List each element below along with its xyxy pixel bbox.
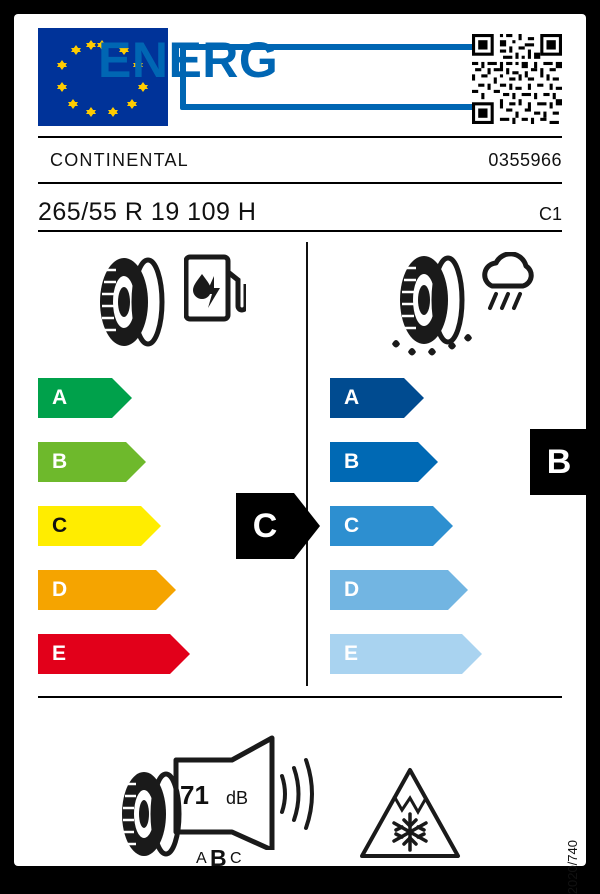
tyre-size: 265/55 R 19 109 H [38,198,257,226]
divider-size [38,230,562,232]
brand-name: CONTINENTAL [50,150,189,170]
wet-class-a [330,378,404,418]
wet-class-a-label: A [344,386,360,409]
fuel-class-a [38,378,112,418]
column-divider [306,242,308,686]
fuel-pump-icon [184,254,246,322]
wet-class-b-label: B [344,450,360,473]
fuel-class-c [38,506,141,546]
fuel-rating-badge [236,493,294,559]
label-header [38,28,562,128]
wet-class-d [330,570,448,610]
product-code: 0355966 [488,150,562,170]
wet-class-e-label: E [344,642,359,665]
noise-class-b: B [210,845,227,871]
noise-class-a: A [196,850,207,867]
wet-class-c-label: C [344,514,360,537]
noise-unit: dB [226,788,249,808]
regulation-date: 2020/740 [565,840,580,894]
three-peak-mountain-snowflake-icon [358,766,462,862]
wet-rating-value: B [546,442,572,481]
wet-class-e [330,634,462,674]
fuel-class-c-label: C [52,514,68,537]
tyre-class: C1 [538,204,562,224]
fuel-class-b [38,442,126,482]
fuel-class-b-label: B [52,450,68,473]
wet-class-d-label: D [344,578,360,601]
wet-class-b [330,442,418,482]
fuel-class-e-label: E [52,642,67,665]
energy-word: ENERG [98,32,279,88]
rain-cloud-icon [476,252,546,322]
tyre-energy-label [14,14,586,894]
fuel-class-d-label: D [52,578,68,601]
wet-class-c [330,506,433,546]
fuel-class-a-label: A [52,386,68,409]
divider-top [38,136,562,138]
noise-value: 71 [180,780,209,810]
divider-brand [38,182,562,184]
noise-class-c: C [230,850,242,867]
qr-code-icon [472,34,562,124]
tyre-wet-icon [386,252,486,362]
fuel-rating-value: C [252,506,278,545]
wet-rating-badge [530,429,588,495]
divider-noise [38,696,562,698]
tyre-icon [86,252,186,352]
fuel-class-e [38,634,170,674]
fuel-class-d [38,570,156,610]
